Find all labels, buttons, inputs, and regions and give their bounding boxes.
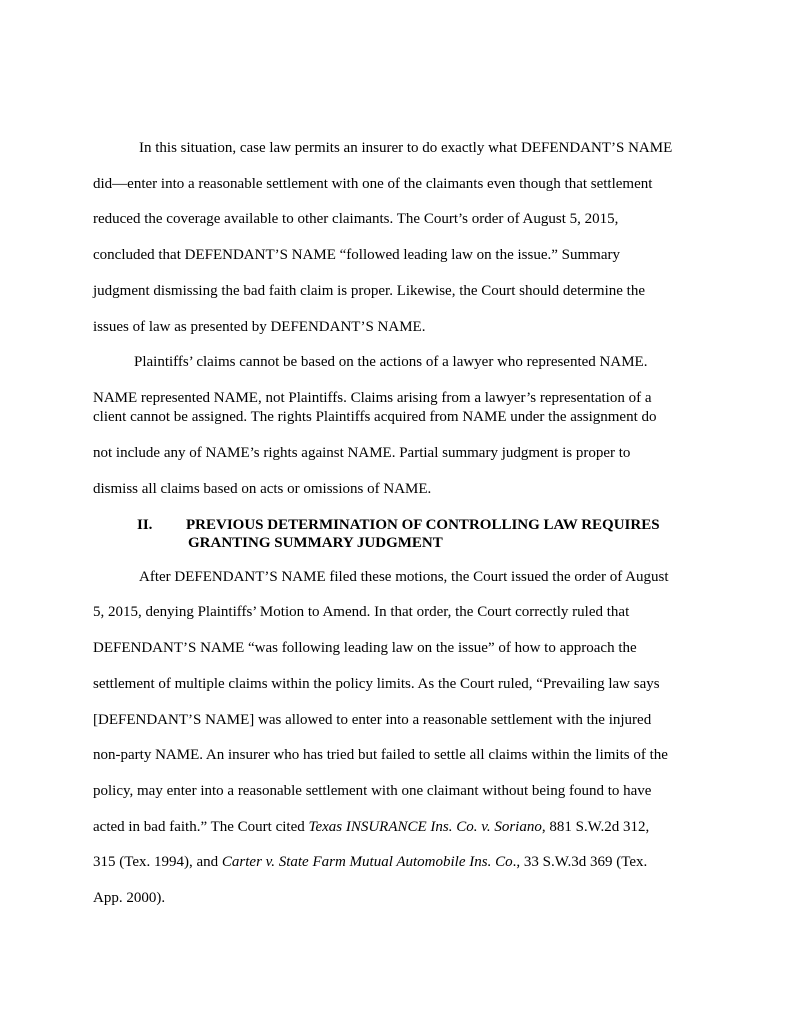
paragraph-2-line-1: Plaintiffs’ claims cannot be based on the actions of a lawyer who represented NAME. (134, 354, 648, 370)
paragraph-3-line-2: 5, 2015, denying Plaintiffs’ Motion to Amend. In that order, the Court correctly ruled that (93, 604, 630, 620)
paragraph-3-line-3: DEFENDANT’S NAME “was following leading law on the issue” of how to approach the (93, 640, 637, 656)
paragraph-1-line-5: judgment dismissing the bad faith claim is proper. Likewise, the Court should determine the (93, 283, 645, 299)
citation-reporter-text: ., 33 S.W.3d 369 (Tex. (512, 854, 648, 870)
paragraph-3-line-7: policy, may enter into a reasonable settlement with one claimant without being found to have (93, 783, 652, 799)
paragraph-1-line-4: concluded that DEFENDANT’S NAME “followed leading law on the issue.” Summary (93, 247, 620, 263)
paragraph-3-line-5: [DEFENDANT’S NAME] was allowed to enter into a reasonable settlement with the injured (93, 712, 652, 728)
paragraph-3-line-8 (93, 818, 649, 836)
paragraph-2-line-3: client cannot be assigned. The rights Plaintiffs acquired from NAME under the assignment do (93, 409, 657, 425)
paragraph-2-line-5: dismiss all claims based on acts or omissions of NAME. (93, 481, 432, 497)
case-citation-carter: Carter v. State Farm Mutual Automobile Ins. Co (221, 854, 513, 870)
paragraph-1-line-6: issues of law as presented by DEFENDANT’S NAME. (93, 319, 426, 335)
paragraph-3-line-1: After DEFENDANT’S NAME filed these motions, the Court issued the order of August (139, 569, 669, 585)
paragraph-2-line-2: NAME represented NAME, not Plaintiffs. Claims arising from a lawyer’s representation of a (93, 390, 652, 406)
paragraph-2-line-4: not include any of NAME’s rights against NAME. Partial summary judgment is proper to (93, 445, 631, 461)
paragraph-1-line-2: did—enter into a reasonable settlement with one of the claimants even though that settlement (93, 176, 653, 192)
section-number: II. (137, 517, 153, 533)
citation-lead-text: acted in bad faith.” The Court cited (93, 819, 309, 835)
paragraph-1-line-1: In this situation, case law permits an insurer to do exactly what DEFENDANT’S NAME (139, 140, 673, 156)
section-heading-line-2: GRANTING SUMMARY JUDGMENT (188, 535, 443, 551)
paragraph-3-line-9 (93, 853, 647, 871)
paragraph-3-line-4: settlement of multiple claims within the policy limits. As the Court ruled, “Prevailing law says (93, 676, 660, 692)
citation-reporter-text: , 881 S.W.2d 312, (541, 819, 650, 835)
citation-lead-text: 315 (Tex. 1994), and (93, 854, 222, 870)
paragraph-3-line-6: non-party NAME. An insurer who has tried but failed to settle all claims within the limits of the (93, 747, 668, 763)
section-heading-line-1: PREVIOUS DETERMINATION OF CONTROLLING LAW REQUIRES (186, 517, 660, 533)
case-citation-soriano: Texas INSURANCE Ins. Co. v. Soriano (308, 819, 542, 835)
paragraph-1-line-3: reduced the coverage available to other claimants. The Court’s order of August 5, 2015, (93, 211, 619, 227)
paragraph-3-line-10: App. 2000). (93, 890, 166, 906)
